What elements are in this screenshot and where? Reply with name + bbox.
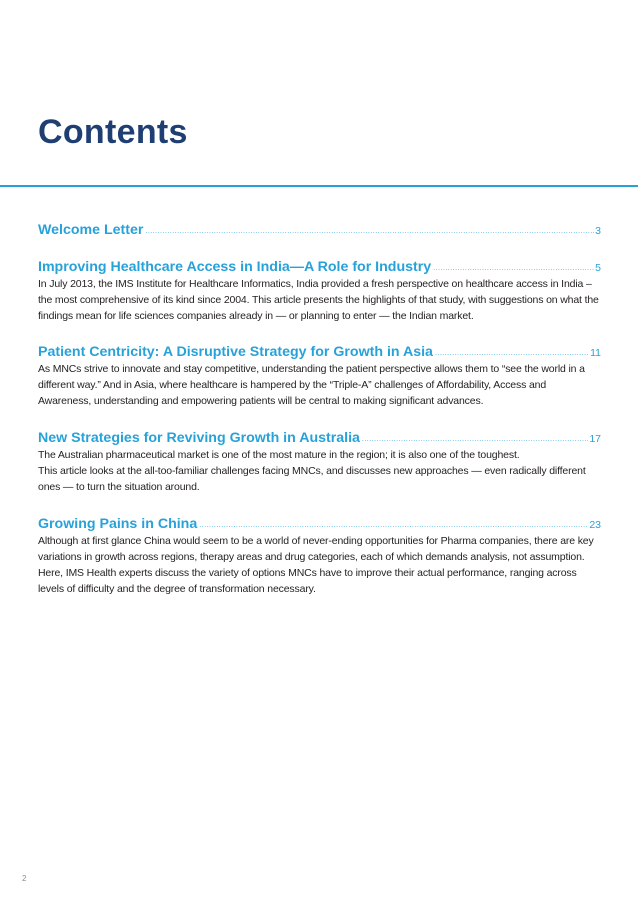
page-number: 2 — [22, 874, 27, 883]
summary-paragraph: Although at first glance China would seem to be a world of never-ending opportunities for Pharma companies, there are key variations in growth across regions, therapy areas and drug categories, each of which demands analysis, not assumption. Here, IMS Health experts discuss the variety of options MNCs have to improve their actual performance, ranging across levels of difficulty and the degree of transformation necessary. — [38, 535, 594, 595]
summary-paragraph: In July 2013, the IMS Institute for Healthcare Informatics, India provided a fresh perspective on healthcare access in India – the most comprehensive of its kind since 2004. This article presents the highlights of that study, with suggestions on what the findings mean for life sciences companies already in — or planning to enter — the Indian market. — [38, 278, 599, 322]
dot-leader — [199, 522, 588, 529]
toc-page-number[interactable]: 23 — [589, 519, 601, 531]
title-divider — [0, 185, 638, 187]
toc-entry-title[interactable]: New Strategies for Reviving Growth in Australia — [38, 430, 360, 446]
dot-leader — [362, 436, 588, 443]
table-of-contents — [38, 222, 601, 618]
toc-entry-title[interactable]: Growing Pains in China — [38, 516, 198, 532]
toc-page-number[interactable]: 17 — [589, 433, 601, 445]
page-title: Contents — [38, 113, 188, 151]
toc-entry-summary — [38, 447, 601, 495]
toc-entry-heading[interactable] — [38, 430, 601, 446]
toc-entry-china[interactable] — [38, 516, 601, 597]
toc-entry-heading[interactable] — [38, 259, 601, 275]
toc-entry-heading[interactable] — [38, 344, 601, 360]
toc-entry-australia[interactable] — [38, 430, 601, 495]
toc-page-number[interactable]: 5 — [595, 262, 601, 274]
toc-entry-india[interactable] — [38, 259, 601, 324]
toc-entry-welcome-letter[interactable] — [38, 222, 601, 238]
summary-paragraph: This article looks at the all-too-familiar challenges facing MNCs, and discusses new approaches — even radically different ones — to turn the situation around. — [38, 465, 586, 493]
toc-entry-title[interactable]: Welcome Letter — [38, 222, 144, 238]
toc-entry-summary — [38, 276, 601, 324]
toc-page-number[interactable]: 11 — [590, 347, 601, 359]
dot-leader — [435, 350, 589, 357]
toc-entry-title[interactable]: Improving Healthcare Access in India—A Role for Industry — [38, 259, 432, 275]
toc-page-number[interactable]: 3 — [595, 225, 601, 237]
toc-entry-summary — [38, 533, 601, 597]
toc-entry-heading[interactable] — [38, 222, 601, 238]
toc-entry-title[interactable]: Patient Centricity: A Disruptive Strategy for Growth in Asia — [38, 344, 433, 360]
toc-entry-summary — [38, 361, 601, 409]
dot-leader — [145, 228, 594, 235]
toc-entry-patient-centricity[interactable] — [38, 344, 601, 409]
summary-paragraph: As MNCs strive to innovate and stay competitive, understanding the patient perspective allows them to “see the world in a different way.” And in Asia, where healthcare is hampered by the “Triple-A” challenges of Affordability, Access and Awareness, understanding and empowering patients will be central to making significant advances. — [38, 363, 585, 407]
dot-leader — [433, 265, 594, 272]
summary-paragraph: The Australian pharmaceutical market is one of the most mature in the region; it is also one of the toughest. — [38, 449, 520, 461]
toc-entry-heading[interactable] — [38, 516, 601, 532]
